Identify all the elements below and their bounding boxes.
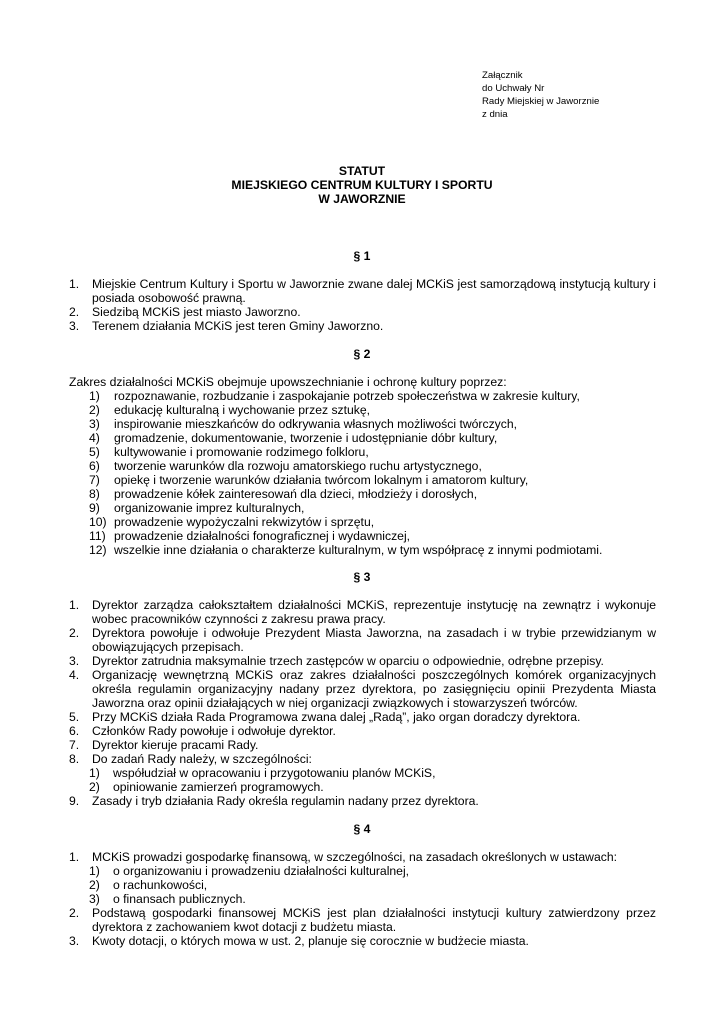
item-number: 9.: [69, 794, 80, 808]
annex-line: Załącznik: [482, 70, 523, 81]
list-item: [69, 445, 656, 459]
item-text: MCKiS prowadzi gospodarkę finansową, w szczególności, na zasadach określonych w ustawach:: [92, 850, 618, 864]
item-text: Podstawą gospodarki finansowej MCKiS jest plan działalności instytucji kultury zatwierdzony przez dyrektora z zachowaniem kwot dotacji z budżetu miasta.: [92, 906, 656, 934]
item-number: 7): [89, 473, 100, 487]
item-text: Kwoty dotacji, o których mowa w ust. 2, planuje się corocznie w budżecie miasta.: [92, 934, 529, 948]
item-text: o finansach publicznych.: [113, 892, 246, 906]
list-item: [69, 668, 656, 710]
annex-note: [482, 69, 599, 121]
item-number: 8): [89, 487, 100, 501]
item-text: o organizowaniu i prowadzeniu działalności kulturalnej,: [113, 864, 410, 878]
item-number: 3.: [69, 934, 80, 948]
item-number: 2.: [69, 626, 80, 640]
item-text: tworzenie warunków dla rozwoju amatorskiego ruchu artystycznego,: [114, 459, 482, 473]
item-text: Siedzibą MCKiS jest miasto Jaworzno.: [92, 305, 301, 319]
item-text: Dyrektor zarządza całokształtem działalności MCKiS, reprezentuje instytucję na zewnątrz i wykonuje wobec pracowników czynności z zakresu prawa pracy.: [92, 598, 656, 626]
item-text: Organizację wewnętrzną MCKiS oraz zakres działalności poszczególnych komórek organizacyjnych określa regulamin organizacyjny nadany przez dyrektora, po zasięgnięciu opinii Prezydenta Miasta Jaworzna oraz opinii działających w niej organizacji związkowych i stowarzyszeń twórców.: [92, 668, 656, 710]
item-text: Zasady i tryb działania Rady określa regulamin nadany przez dyrektora.: [92, 794, 479, 808]
list-item: [69, 710, 656, 724]
list-item: [69, 543, 656, 557]
list-item: [69, 417, 656, 431]
item-number: 3): [89, 892, 100, 906]
list-item: [69, 305, 656, 319]
list-item: [69, 459, 656, 473]
annex-line: Rady Miejskiej w Jaworznie: [482, 96, 600, 107]
item-text: prowadzenie działalności fonograficznej i wydawniczej,: [114, 529, 411, 543]
item-number: 4.: [69, 668, 80, 682]
section-4: [69, 850, 656, 948]
item-number: 11): [89, 529, 106, 543]
section-2: [69, 375, 656, 557]
section-intro: Zakres działalności MCKiS obejmuje upowszechnianie i ochronę kultury poprzez:: [69, 375, 507, 389]
item-number: 6): [89, 459, 100, 473]
item-text: współudział w opracowaniu i przygotowaniu planów MCKiS,: [113, 766, 436, 780]
item-text: prowadzenie kółek zainteresowań dla dzieci, młodzieży i dorosłych,: [114, 487, 478, 501]
item-text: wszelkie inne działania o charakterze kulturalnym, w tym współpracę z innymi podmiotami.: [114, 543, 603, 557]
title-line: W JAWORZNIE: [318, 192, 406, 206]
annex-line: do Uchwały Nr: [482, 83, 545, 94]
item-number: 2): [89, 780, 100, 794]
sub-list-item: [69, 864, 656, 878]
item-text: inspirowanie mieszkańców do odkrywania własnych możliwości twórczych,: [114, 417, 518, 431]
item-text: Dyrektor zatrudnia maksymalnie trzech zastępców w oparciu o odpowiednie, odrębne przepisy.: [92, 654, 604, 668]
section-heading-1: § 1: [353, 249, 371, 263]
item-number: 1): [89, 389, 100, 403]
item-text: Terenem działania MCKiS jest teren Gminy Jaworzno.: [92, 319, 384, 333]
item-text: Członków Rady powołuje i odwołuje dyrektor.: [92, 724, 336, 738]
list-item: [69, 431, 656, 445]
item-number: 4): [89, 431, 100, 445]
list-item: [69, 529, 656, 543]
item-text: Do zadań Rady należy, w szczególności:: [92, 752, 312, 766]
list-item: [69, 626, 656, 654]
section-3: [69, 598, 656, 808]
item-number: 2.: [69, 906, 80, 920]
item-number: 7.: [69, 738, 80, 752]
list-item: [69, 850, 656, 864]
item-text: Miejskie Centrum Kultury i Sportu w Jaworznie zwane dalej MCKiS jest samorządową instytucją kultury i posiada osobowość prawną.: [92, 277, 656, 305]
document-title: [0, 164, 724, 206]
item-text: gromadzenie, dokumentowanie, tworzenie i udostępnianie dóbr kultury,: [114, 431, 498, 445]
list-item: [69, 906, 656, 934]
section-heading-2: § 2: [353, 347, 371, 361]
section-heading-4: § 4: [353, 822, 371, 836]
list-item: [69, 724, 656, 738]
item-number: 12): [89, 543, 107, 557]
item-number: 5): [89, 445, 100, 459]
item-text: kultywowanie i promowanie rodzimego folkloru,: [114, 445, 369, 459]
item-number: 2): [89, 403, 100, 417]
sub-list-item: [69, 878, 656, 892]
item-number: 1): [89, 864, 100, 878]
item-text: prowadzenie wypożyczalni rekwizytów i sprzętu,: [114, 515, 375, 529]
item-text: organizowanie imprez kulturalnych,: [114, 501, 305, 515]
item-text: o rachunkowości,: [113, 878, 208, 892]
list-item: [69, 654, 656, 668]
list-item: [69, 598, 656, 626]
list-item: [69, 487, 656, 501]
list-item: [69, 403, 656, 417]
item-text: opiniowanie zamierzeń programowych.: [113, 780, 324, 794]
list-item: [69, 277, 656, 305]
list-item: [69, 515, 656, 529]
list-item: [69, 389, 656, 403]
section-1: [69, 277, 656, 333]
item-text: rozpoznawanie, rozbudzanie i zaspokajanie potrzeb społeczeństwa w zakresie kultury,: [114, 389, 580, 403]
item-text: Dyrektora powołuje i odwołuje Prezydent Miasta Jaworzna, na zasadach i w trybie przewidzianym w obowiązujących przepisach.: [92, 626, 656, 654]
item-number: 3.: [69, 654, 80, 668]
item-number: 3): [89, 417, 100, 431]
item-number: 2.: [69, 305, 80, 319]
list-item: [69, 501, 656, 515]
item-number: 1.: [69, 598, 80, 612]
annex-line: z dnia: [482, 109, 508, 120]
title-line: MIEJSKIEGO CENTRUM KULTURY I SPORTU: [231, 178, 493, 192]
title-line: STATUT: [338, 164, 386, 178]
item-text: opiekę i tworzenie warunków działania twórcom lokalnym i amatorom kultury,: [114, 473, 529, 487]
list-item: [69, 473, 656, 487]
sub-list-item: [69, 892, 656, 906]
item-text: edukację kulturalną i wychowanie przez sztukę,: [114, 403, 371, 417]
item-number: 10): [89, 515, 107, 529]
item-text: Przy MCKiS działa Rada Programowa zwana dalej „Radą”, jako organ doradczy dyrektora.: [92, 710, 581, 724]
item-number: 1): [89, 766, 100, 780]
item-number: 1.: [69, 850, 80, 864]
item-number: 5.: [69, 710, 80, 724]
list-item: [69, 752, 656, 766]
sub-list-item: [69, 766, 656, 780]
item-number: 2): [89, 878, 100, 892]
item-number: 3.: [69, 319, 80, 333]
list-item: [69, 319, 656, 333]
list-item: [69, 738, 656, 752]
list-item: [69, 794, 656, 808]
list-item: [69, 934, 656, 948]
item-number: 8.: [69, 752, 80, 766]
item-text: Dyrektor kieruje pracami Rady.: [92, 738, 259, 752]
item-number: 6.: [69, 724, 80, 738]
item-number: 1.: [69, 277, 80, 291]
item-number: 9): [89, 501, 100, 515]
sub-list-item: [69, 780, 656, 794]
section-heading-3: § 3: [353, 570, 371, 584]
